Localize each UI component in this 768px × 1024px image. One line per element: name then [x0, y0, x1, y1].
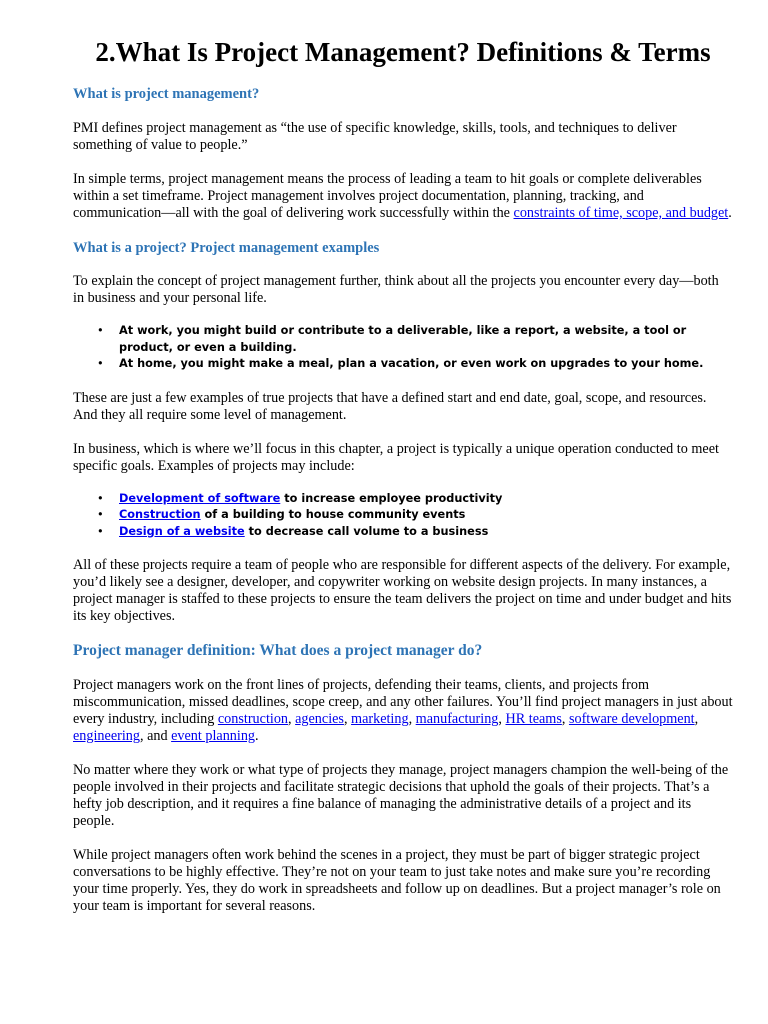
page-title: 2.What Is Project Management? Definitions & Terms [95, 37, 711, 67]
link-constraints[interactable]: constraints of time, scope, and budget [513, 205, 729, 221]
document-page [73, 32, 733, 915]
list-item [73, 491, 733, 508]
list-item-text: of a building to house community events [200, 508, 466, 521]
paragraph-behind-the-scenes: While project managers often work behind the scenes in a project, they must be part of bigger strategic project conversations to be highly effective. They’re not on your team to just take notes and make sure you’re recording your time properly. Yes, they do work in spreadsheets and follow up on deadlines. But a project manager’s role on your team is important for several reasons. [73, 847, 721, 914]
list-item [73, 524, 733, 541]
list-item-text: At home, you might make a meal, plan a vacation, or even work on upgrades to your home. [119, 357, 704, 370]
list-item-text: to decrease call volume to a business [244, 524, 489, 538]
list-item-text: At work, you might build or contribute to a deliverable, like a report, a website, a tool or product, or even a building. [119, 324, 687, 354]
list-item [73, 507, 733, 524]
bullet-icon: • [97, 324, 104, 337]
heading-project-manager-definition: Project manager definition: What does a project manager do? [73, 642, 483, 659]
separator: , [694, 711, 699, 727]
separator: , [343, 711, 352, 727]
paragraph-team-of-people: All of these projects require a team of people who are responsible for different aspects of the delivery. For example, you’d likely see a designer, developer, and copywriter working on website design projects. In many instances, a project manager is staffed to these projects to ensure the team delivers the project on time and under budget and hits its key objectives. [73, 557, 732, 624]
link-marketing[interactable]: marketing [351, 711, 409, 727]
separator: , [561, 711, 569, 727]
link-manufacturing[interactable]: manufacturing [415, 711, 499, 727]
paragraph-pmi-definition: PMI defines project management as “the use of specific knowledge, skills, tools, and techniques to deliver something of value to people.” [73, 120, 677, 153]
link-design-of-website[interactable]: Design of a website [119, 524, 245, 538]
link-hr-teams[interactable]: HR teams [505, 711, 562, 727]
list-item [73, 323, 733, 356]
paragraph-front-lines-end: . [255, 728, 259, 744]
bullet-icon: • [97, 357, 104, 370]
bullet-icon: • [97, 524, 104, 538]
bullet-list-examples [73, 323, 733, 373]
link-software-development[interactable]: software development [568, 711, 695, 727]
link-construction[interactable]: construction [217, 711, 289, 727]
paragraph-front-lines [73, 677, 733, 745]
list-item-text: to increase employee productivity [280, 491, 503, 505]
separator-and: , and [139, 728, 172, 744]
heading-what-is-pm: What is project management? [73, 86, 260, 102]
link-engineering[interactable]: engineering [73, 728, 140, 744]
paragraph-no-matter-where: No matter where they work or what type of projects they manage, project managers champion the well-being of the people involved in their projects and facilitate strategic decisions that uphold the goals of their projects. That’s a hefty job description, and it requires a fine balance of managing the administrative details of a project and its people. [73, 762, 729, 829]
link-agencies[interactable]: agencies [295, 711, 344, 727]
list-item [73, 356, 733, 373]
separator: , [288, 711, 296, 727]
paragraph-in-business: In business, which is where we’ll focus in this chapter, a project is typically a unique operation conducted to meet specific goals. Examples of projects may include: [73, 440, 719, 474]
paragraph-front-lines-text: Project managers work on the front lines of projects, defending their teams, clients, and projects from miscommunication, missed deadlines, scope creep, and any other failures. You’ll find project managers in just about every industry, including [73, 677, 733, 727]
link-event-planning[interactable]: event planning [171, 728, 256, 744]
separator: , [498, 711, 506, 727]
link-development-of-software[interactable]: Development of software [119, 491, 281, 505]
paragraph-simple-terms [73, 171, 733, 222]
bullet-list-project-examples [73, 491, 733, 541]
paragraph-explain-concept: To explain the concept of project management further, think about all the projects you encounter every day—both in business and your personal life. [73, 273, 719, 306]
separator: , [408, 711, 416, 727]
bullet-icon: • [97, 491, 104, 505]
paragraph-simple-terms-end: . [728, 205, 732, 221]
paragraph-simple-terms-text: In simple terms, project management means the process of leading a team to hit goals or complete deliverables within a set timeframe. Project management involves project documentation, planning, tracking, and communication—all with the goal of delivering work successfully within the [73, 171, 702, 221]
paragraph-true-projects: These are just a few examples of true projects that have a defined start and end date, goal, scope, and resources. And they all require some level of management. [73, 389, 707, 423]
heading-what-is-project: What is a project? Project management examples [73, 240, 380, 256]
bullet-icon: • [97, 508, 104, 521]
link-construction-example[interactable]: Construction [119, 508, 201, 521]
